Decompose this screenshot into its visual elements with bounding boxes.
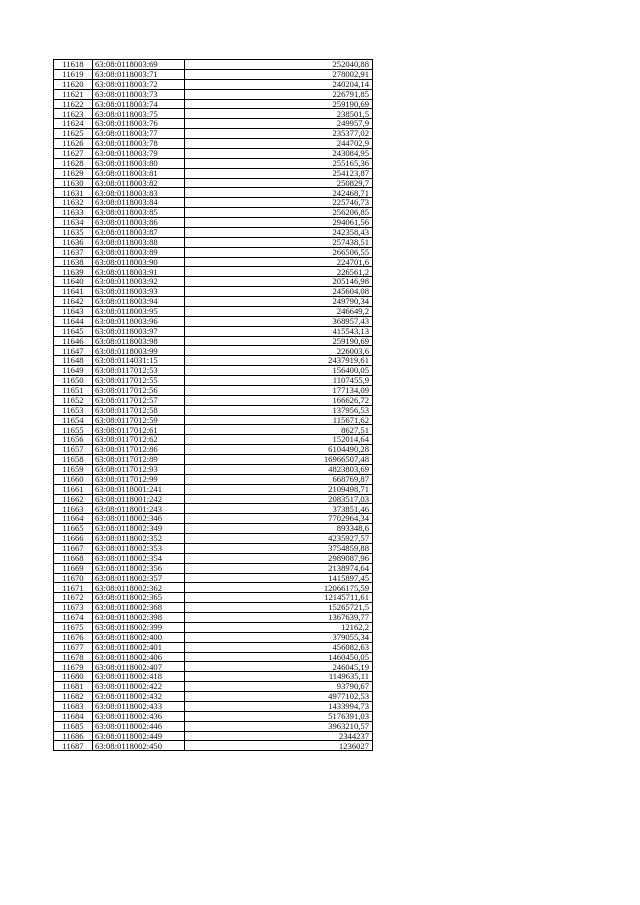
table-row	[54, 109, 373, 119]
table-row	[54, 208, 373, 218]
table-row	[54, 188, 373, 198]
row-number-cell: 11640	[54, 277, 93, 287]
cadastral-number-cell: 63:08:0118003:83	[93, 188, 185, 198]
value-cell: 368957,43	[185, 316, 373, 326]
value-cell: 1433994,73	[185, 701, 373, 711]
row-number-cell: 11656	[54, 435, 93, 445]
value-cell: 1149635,11	[185, 672, 373, 682]
cadastral-number-cell: 63:08:0117012:56	[93, 385, 185, 395]
cadastral-number-cell: 63:08:0118003:85	[93, 208, 185, 218]
cadastral-number-cell: 63:08:0117012:53	[93, 366, 185, 376]
cadastral-number-cell: 63:08:0118003:72	[93, 79, 185, 89]
row-number-cell: 11627	[54, 148, 93, 158]
value-cell: 235377,02	[185, 129, 373, 139]
table-row	[54, 227, 373, 237]
value-cell: 249790,34	[185, 297, 373, 307]
row-number-cell: 11683	[54, 701, 93, 711]
table-row	[54, 79, 373, 89]
value-cell: 668769,87	[185, 474, 373, 484]
row-number-cell: 11665	[54, 524, 93, 534]
cadastral-number-cell: 63:08:0118003:96	[93, 316, 185, 326]
row-number-cell: 11648	[54, 356, 93, 366]
row-number-cell: 11685	[54, 721, 93, 731]
table-row	[54, 346, 373, 356]
table-row	[54, 297, 373, 307]
value-cell: 244702,9	[185, 139, 373, 149]
row-number-cell: 11621	[54, 89, 93, 99]
table-row	[54, 642, 373, 652]
value-cell: 12162,2	[185, 622, 373, 632]
table-row	[54, 652, 373, 662]
value-cell: 246649,2	[185, 306, 373, 316]
value-cell: 250829,7	[185, 178, 373, 188]
row-number-cell: 11674	[54, 613, 93, 623]
cadastral-number-cell: 63:08:0118002:418	[93, 672, 185, 682]
value-cell: 249957,9	[185, 119, 373, 129]
cadastral-number-cell: 63:08:0118002:399	[93, 622, 185, 632]
cadastral-number-cell: 63:08:0118003:88	[93, 237, 185, 247]
cadastral-number-cell: 63:08:0118003:98	[93, 336, 185, 346]
table-row	[54, 366, 373, 376]
value-cell: 4235927,57	[185, 534, 373, 544]
row-number-cell: 11630	[54, 178, 93, 188]
data-table	[53, 59, 373, 751]
cadastral-number-cell: 63:08:0117012:57	[93, 395, 185, 405]
value-cell: 238501,5	[185, 109, 373, 119]
cadastral-number-cell: 63:08:0118002:349	[93, 524, 185, 534]
table-row	[54, 583, 373, 593]
table-row	[54, 553, 373, 563]
cadastral-number-cell: 63:08:0118003:77	[93, 129, 185, 139]
table-row	[54, 257, 373, 267]
row-number-cell: 11637	[54, 247, 93, 257]
cadastral-number-cell: 63:08:0118003:81	[93, 168, 185, 178]
row-number-cell: 11655	[54, 425, 93, 435]
row-number-cell: 11667	[54, 543, 93, 553]
value-cell: 243084,95	[185, 148, 373, 158]
table-row	[54, 445, 373, 455]
value-cell: 1415897,45	[185, 573, 373, 583]
cadastral-number-cell: 63:08:0118003:89	[93, 247, 185, 257]
value-cell: 1367639,77	[185, 613, 373, 623]
row-number-cell: 11632	[54, 198, 93, 208]
table-row	[54, 198, 373, 208]
cadastral-number-cell: 63:08:0118003:86	[93, 218, 185, 228]
row-number-cell: 11628	[54, 158, 93, 168]
row-number-cell: 11678	[54, 652, 93, 662]
table-row	[54, 573, 373, 583]
row-number-cell: 11666	[54, 534, 93, 544]
cadastral-number-cell: 63:08:0117012:62	[93, 435, 185, 445]
value-cell: 379055,34	[185, 632, 373, 642]
cadastral-number-cell: 63:08:0118002:446	[93, 721, 185, 731]
table-row	[54, 741, 373, 751]
value-cell: 226003,6	[185, 346, 373, 356]
table-row	[54, 277, 373, 287]
table-row	[54, 464, 373, 474]
table-row	[54, 701, 373, 711]
table-row	[54, 484, 373, 494]
row-number-cell: 11679	[54, 662, 93, 672]
cadastral-number-cell: 63:08:0118003:71	[93, 69, 185, 79]
cadastral-number-cell: 63:08:0118002:401	[93, 642, 185, 652]
row-number-cell: 11646	[54, 336, 93, 346]
table-row	[54, 395, 373, 405]
table-row	[54, 563, 373, 573]
cadastral-number-cell: 63:08:0118002:356	[93, 563, 185, 573]
value-cell: 224701,6	[185, 257, 373, 267]
row-number-cell: 11654	[54, 415, 93, 425]
row-number-cell: 11629	[54, 168, 93, 178]
value-cell: 278002,91	[185, 69, 373, 79]
table-row	[54, 168, 373, 178]
value-cell: 8627,51	[185, 425, 373, 435]
table-row	[54, 435, 373, 445]
value-cell: 415543,13	[185, 326, 373, 336]
value-cell: 156400,05	[185, 366, 373, 376]
value-cell: 137956,53	[185, 405, 373, 415]
cadastral-number-cell: 63:08:0117012:93	[93, 464, 185, 474]
row-number-cell: 11623	[54, 109, 93, 119]
value-cell: 205146,98	[185, 277, 373, 287]
row-number-cell: 11660	[54, 474, 93, 484]
cadastral-number-cell: 63:08:0117012:59	[93, 415, 185, 425]
row-number-cell: 11643	[54, 306, 93, 316]
cadastral-number-cell: 63:08:0118002:406	[93, 652, 185, 662]
value-cell: 225746,73	[185, 198, 373, 208]
table-row	[54, 178, 373, 188]
cadastral-number-cell: 63:08:0118002:365	[93, 593, 185, 603]
row-number-cell: 11681	[54, 682, 93, 692]
table-row	[54, 514, 373, 524]
table-row	[54, 139, 373, 149]
table-row	[54, 731, 373, 741]
table-row	[54, 376, 373, 386]
cadastral-number-cell: 63:08:0118001:243	[93, 504, 185, 514]
table-row	[54, 534, 373, 544]
value-cell: 5176391,03	[185, 711, 373, 721]
value-cell: 242468,71	[185, 188, 373, 198]
row-number-cell: 11672	[54, 593, 93, 603]
value-cell: 456082,63	[185, 642, 373, 652]
table-row	[54, 356, 373, 366]
table-row	[54, 613, 373, 623]
row-number-cell: 11651	[54, 385, 93, 395]
cadastral-number-cell: 63:08:0118001:242	[93, 494, 185, 504]
table-row	[54, 89, 373, 99]
value-cell: 15265721,5	[185, 603, 373, 613]
row-number-cell: 11647	[54, 346, 93, 356]
cadastral-number-cell: 63:08:0118002:353	[93, 543, 185, 553]
cadastral-number-cell: 63:08:0118003:99	[93, 346, 185, 356]
cadastral-number-cell: 63:08:0118002:398	[93, 613, 185, 623]
cadastral-number-cell: 63:08:0118002:400	[93, 632, 185, 642]
table-row	[54, 247, 373, 257]
row-number-cell: 11625	[54, 129, 93, 139]
table-row	[54, 405, 373, 415]
cadastral-number-cell: 63:08:0117012:58	[93, 405, 185, 415]
value-cell: 152014,64	[185, 435, 373, 445]
row-number-cell: 11682	[54, 692, 93, 702]
cadastral-number-cell: 63:08:0118002:407	[93, 662, 185, 672]
table-row	[54, 385, 373, 395]
value-cell: 12066175,59	[185, 583, 373, 593]
table-row	[54, 425, 373, 435]
cadastral-number-cell: 63:08:0118003:94	[93, 297, 185, 307]
table-row	[54, 218, 373, 228]
row-number-cell: 11680	[54, 672, 93, 682]
row-number-cell: 11635	[54, 227, 93, 237]
table-row	[54, 622, 373, 632]
row-number-cell: 11663	[54, 504, 93, 514]
row-number-cell: 11658	[54, 455, 93, 465]
cadastral-number-cell: 63:08:0118003:73	[93, 89, 185, 99]
value-cell: 4823803,69	[185, 464, 373, 474]
row-number-cell: 11686	[54, 731, 93, 741]
table-row	[54, 593, 373, 603]
cadastral-number-cell: 63:08:0118002:436	[93, 711, 185, 721]
table-row	[54, 682, 373, 692]
row-number-cell: 11671	[54, 583, 93, 593]
cadastral-number-cell: 63:08:0118002:432	[93, 692, 185, 702]
value-cell: 2083517,03	[185, 494, 373, 504]
cadastral-number-cell: 63:08:0118002:422	[93, 682, 185, 692]
table-row	[54, 287, 373, 297]
table-row	[54, 672, 373, 682]
value-cell: 259190,69	[185, 336, 373, 346]
table-row	[54, 119, 373, 129]
cadastral-number-cell: 63:08:0114031:15	[93, 356, 185, 366]
row-number-cell: 11633	[54, 208, 93, 218]
row-number-cell: 11622	[54, 99, 93, 109]
cadastral-number-cell: 63:08:0118003:91	[93, 267, 185, 277]
table-row	[54, 711, 373, 721]
table-row	[54, 543, 373, 553]
row-number-cell: 11649	[54, 366, 93, 376]
cadastral-number-cell: 63:08:0118002:352	[93, 534, 185, 544]
cadastral-number-cell: 63:08:0118003:76	[93, 119, 185, 129]
row-number-cell: 11662	[54, 494, 93, 504]
value-cell: 177134,09	[185, 385, 373, 395]
value-cell: 2989087,96	[185, 553, 373, 563]
value-cell: 266506,55	[185, 247, 373, 257]
value-cell: 246045,19	[185, 662, 373, 672]
table-row	[54, 129, 373, 139]
row-number-cell: 11618	[54, 60, 93, 70]
cadastral-number-cell: 63:08:0118002:354	[93, 553, 185, 563]
cadastral-number-cell: 63:08:0118003:82	[93, 178, 185, 188]
row-number-cell: 11669	[54, 563, 93, 573]
row-number-cell: 11661	[54, 484, 93, 494]
cadastral-number-cell: 63:08:0118002:362	[93, 583, 185, 593]
value-cell: 373851,46	[185, 504, 373, 514]
row-number-cell: 11624	[54, 119, 93, 129]
table-body	[54, 60, 373, 751]
value-cell: 7702964,34	[185, 514, 373, 524]
row-number-cell: 11668	[54, 553, 93, 563]
cadastral-number-cell: 63:08:0117012:89	[93, 455, 185, 465]
value-cell: 259190,69	[185, 99, 373, 109]
table-row	[54, 336, 373, 346]
cadastral-number-cell: 63:08:0118002:346	[93, 514, 185, 524]
value-cell: 3963210,57	[185, 721, 373, 731]
value-cell: 2138974,64	[185, 563, 373, 573]
value-cell: 12145711,61	[185, 593, 373, 603]
cadastral-number-cell: 63:08:0118003:93	[93, 287, 185, 297]
table-row	[54, 603, 373, 613]
value-cell: 245604,08	[185, 287, 373, 297]
cadastral-number-cell: 63:08:0118002:449	[93, 731, 185, 741]
row-number-cell: 11684	[54, 711, 93, 721]
value-cell: 16966507,48	[185, 455, 373, 465]
table-row	[54, 316, 373, 326]
table-row	[54, 326, 373, 336]
value-cell: 1460450,05	[185, 652, 373, 662]
value-cell: 1236027	[185, 741, 373, 751]
cadastral-number-cell: 63:08:0118003:84	[93, 198, 185, 208]
row-number-cell: 11676	[54, 632, 93, 642]
row-number-cell: 11636	[54, 237, 93, 247]
cadastral-number-cell: 63:08:0117012:86	[93, 445, 185, 455]
row-number-cell: 11634	[54, 218, 93, 228]
value-cell: 6104490,28	[185, 445, 373, 455]
table-row	[54, 306, 373, 316]
cadastral-number-cell: 63:08:0118003:75	[93, 109, 185, 119]
cadastral-number-cell: 63:08:0117012:61	[93, 425, 185, 435]
table-row	[54, 158, 373, 168]
value-cell: 252040,88	[185, 60, 373, 70]
value-cell: 4977102,53	[185, 692, 373, 702]
cadastral-number-cell: 63:08:0118002:368	[93, 603, 185, 613]
value-cell: 93790,67	[185, 682, 373, 692]
table-row	[54, 415, 373, 425]
value-cell: 2344237	[185, 731, 373, 741]
table-row	[54, 721, 373, 731]
value-cell: 254123,87	[185, 168, 373, 178]
cadastral-number-cell: 63:08:0118002:450	[93, 741, 185, 751]
row-number-cell: 11641	[54, 287, 93, 297]
cadastral-number-cell: 63:08:0118001:241	[93, 484, 185, 494]
value-cell: 2109498,71	[185, 484, 373, 494]
value-cell: 2437919,61	[185, 356, 373, 366]
value-cell: 256206,85	[185, 208, 373, 218]
row-number-cell: 11670	[54, 573, 93, 583]
value-cell: 1107455,9	[185, 376, 373, 386]
row-number-cell: 11620	[54, 79, 93, 89]
cadastral-number-cell: 63:08:0118002:357	[93, 573, 185, 583]
row-number-cell: 11653	[54, 405, 93, 415]
cadastral-number-cell: 63:08:0117012:99	[93, 474, 185, 484]
cadastral-number-cell: 63:08:0118003:74	[93, 99, 185, 109]
cadastral-number-cell: 63:08:0118003:87	[93, 227, 185, 237]
value-cell: 294061,56	[185, 218, 373, 228]
cadastral-number-cell: 63:08:0118003:69	[93, 60, 185, 70]
row-number-cell: 11645	[54, 326, 93, 336]
table-row	[54, 692, 373, 702]
value-cell: 893348,6	[185, 524, 373, 534]
value-cell: 242358,43	[185, 227, 373, 237]
row-number-cell: 11626	[54, 139, 93, 149]
cadastral-number-cell: 63:08:0118003:90	[93, 257, 185, 267]
row-number-cell: 11675	[54, 622, 93, 632]
row-number-cell: 11650	[54, 376, 93, 386]
row-number-cell: 11664	[54, 514, 93, 524]
value-cell: 257438,51	[185, 237, 373, 247]
table-row	[54, 494, 373, 504]
row-number-cell: 11644	[54, 316, 93, 326]
table-row	[54, 99, 373, 109]
value-cell: 226561,2	[185, 267, 373, 277]
table-row	[54, 60, 373, 70]
row-number-cell: 11652	[54, 395, 93, 405]
table-row	[54, 632, 373, 642]
value-cell: 3754859,88	[185, 543, 373, 553]
value-cell: 115671,62	[185, 415, 373, 425]
row-number-cell: 11619	[54, 69, 93, 79]
value-cell: 255165,36	[185, 158, 373, 168]
cadastral-number-cell: 63:08:0118003:78	[93, 139, 185, 149]
row-number-cell: 11657	[54, 445, 93, 455]
cadastral-number-cell: 63:08:0118003:95	[93, 306, 185, 316]
table-row	[54, 474, 373, 484]
row-number-cell: 11631	[54, 188, 93, 198]
table-row	[54, 455, 373, 465]
value-cell: 166626,72	[185, 395, 373, 405]
cadastral-number-cell: 63:08:0118003:92	[93, 277, 185, 287]
cadastral-number-cell: 63:08:0118003:79	[93, 148, 185, 158]
row-number-cell: 11677	[54, 642, 93, 652]
table-row	[54, 504, 373, 514]
row-number-cell: 11659	[54, 464, 93, 474]
table-row	[54, 524, 373, 534]
value-cell: 240204,14	[185, 79, 373, 89]
row-number-cell: 11639	[54, 267, 93, 277]
cadastral-number-cell: 63:08:0117012:55	[93, 376, 185, 386]
table-row	[54, 662, 373, 672]
table-row	[54, 148, 373, 158]
row-number-cell: 11687	[54, 741, 93, 751]
cadastral-number-cell: 63:08:0118002:433	[93, 701, 185, 711]
value-cell: 226791,85	[185, 89, 373, 99]
cadastral-number-cell: 63:08:0118003:80	[93, 158, 185, 168]
row-number-cell: 11642	[54, 297, 93, 307]
table-row	[54, 69, 373, 79]
row-number-cell: 11638	[54, 257, 93, 267]
table-row	[54, 237, 373, 247]
row-number-cell: 11673	[54, 603, 93, 613]
cadastral-number-cell: 63:08:0118003:97	[93, 326, 185, 336]
table-row	[54, 267, 373, 277]
